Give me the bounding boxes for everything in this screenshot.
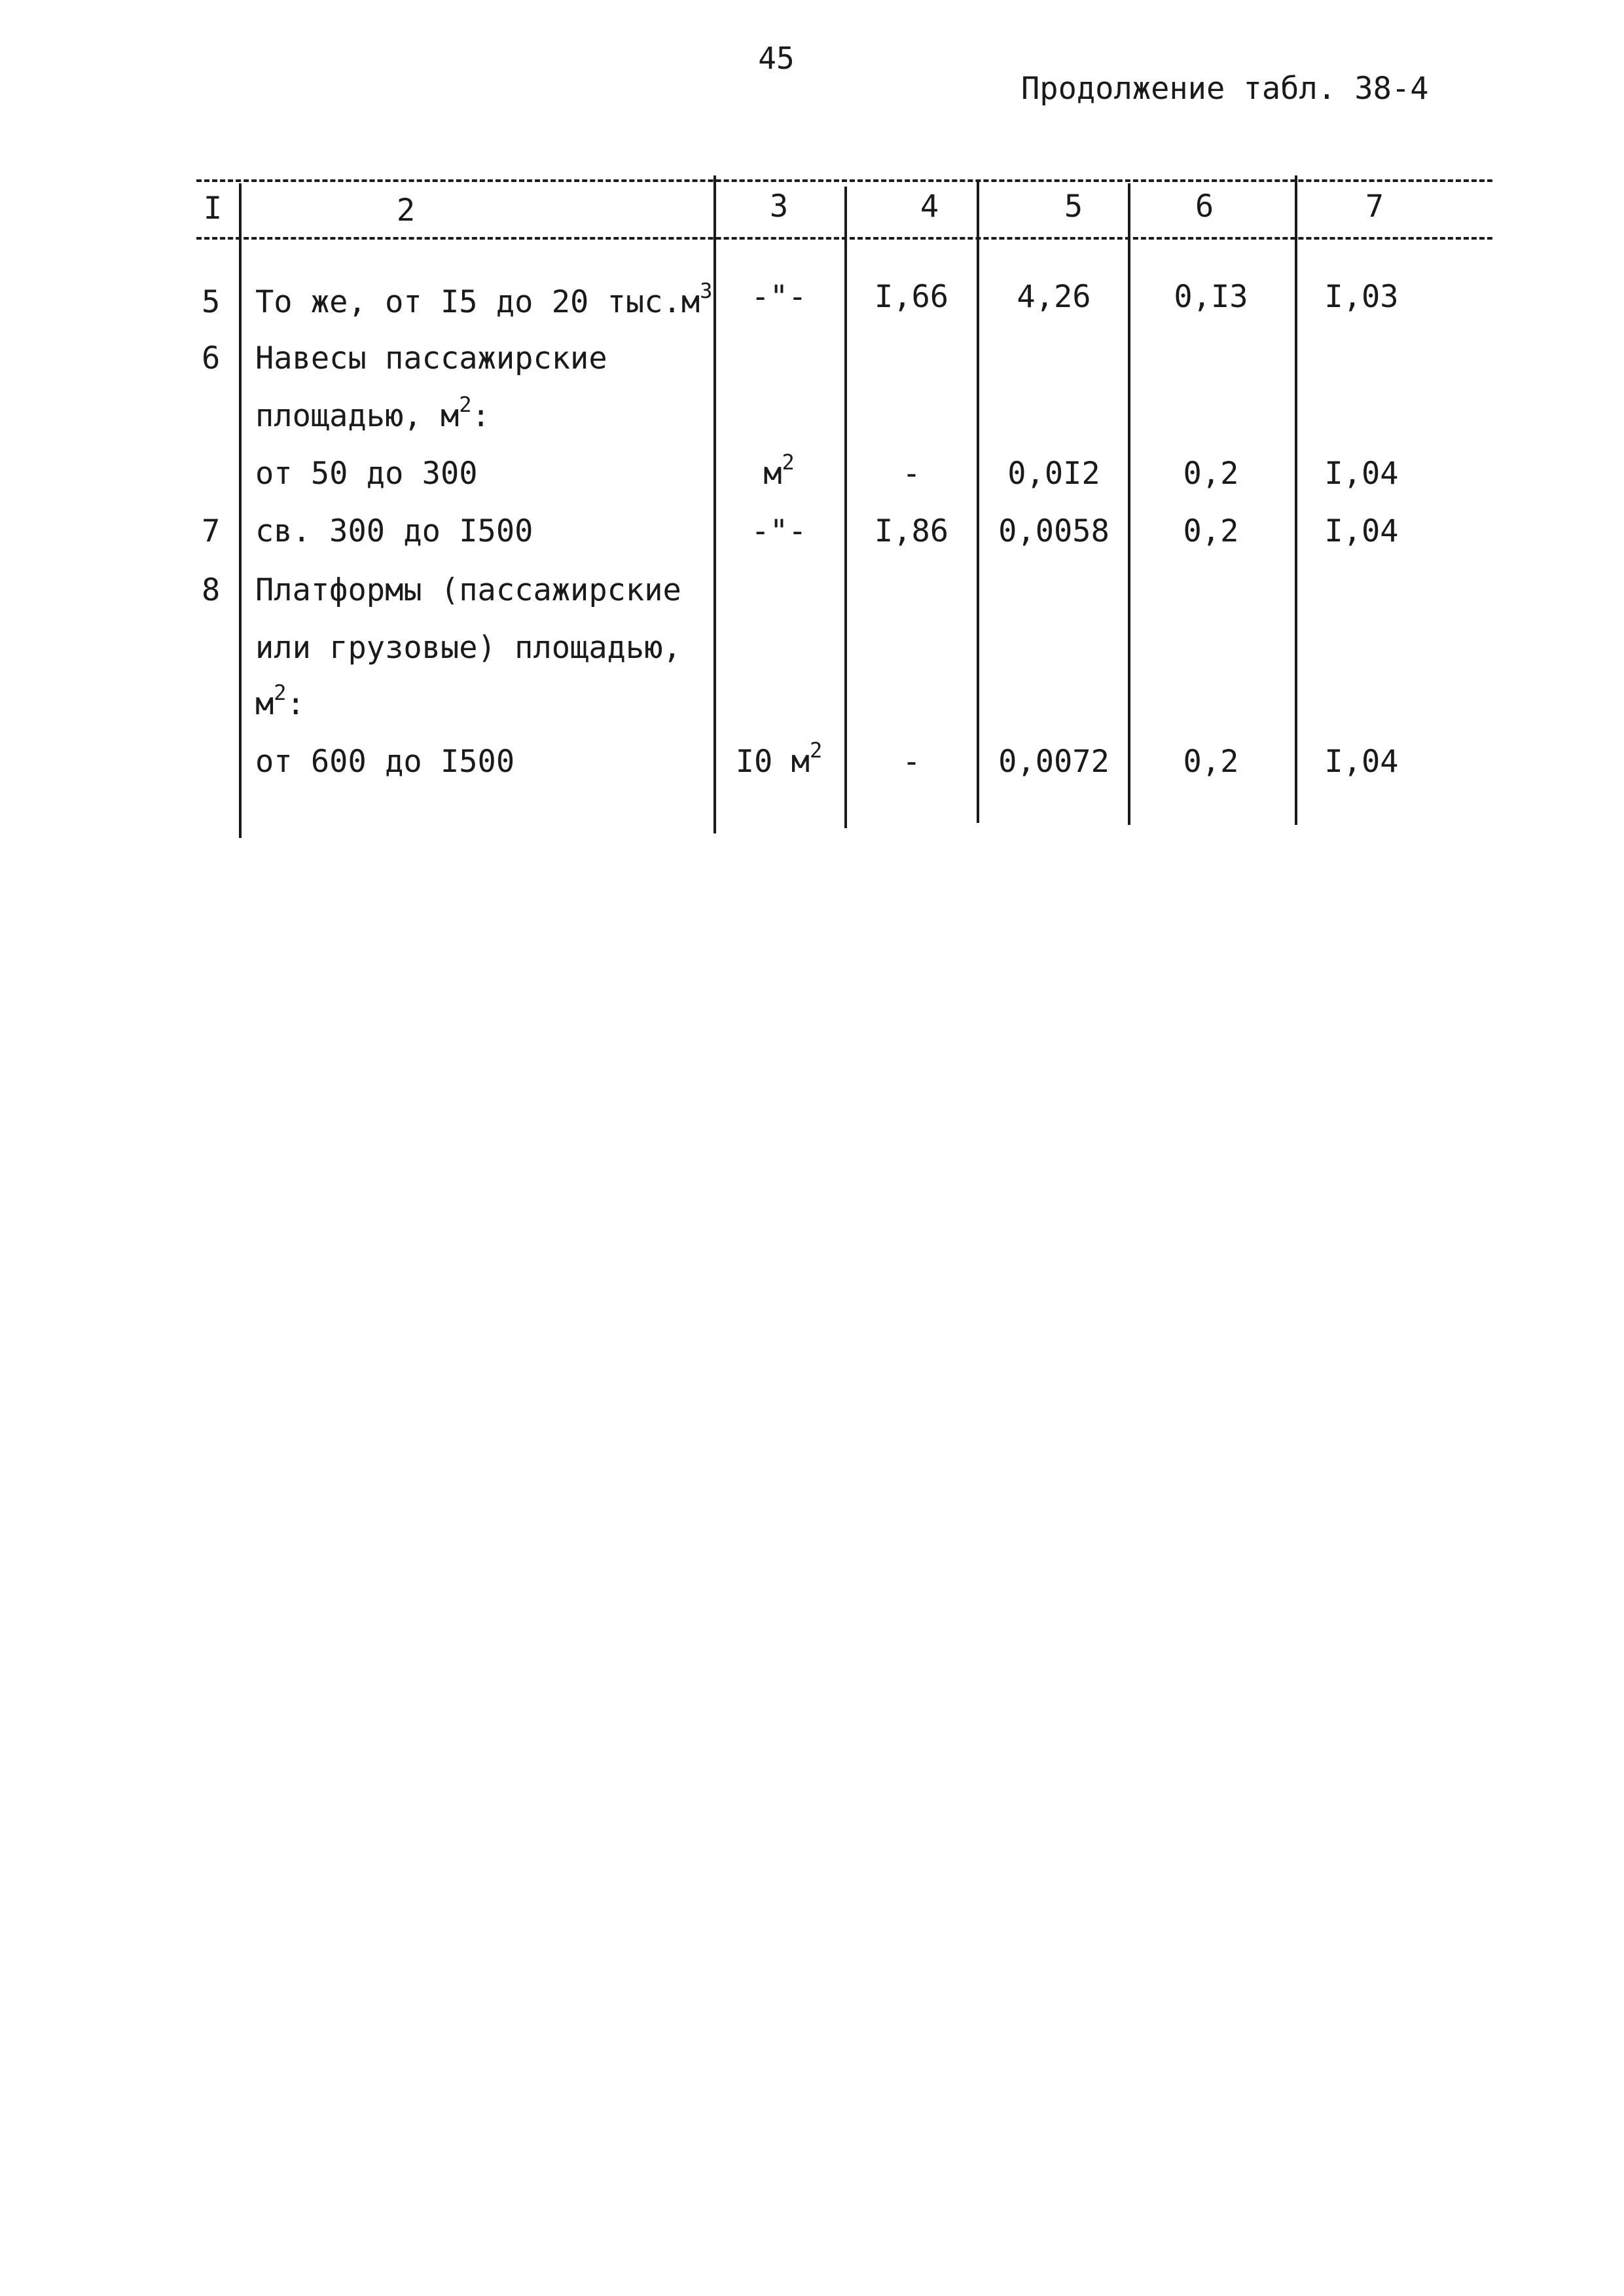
header-col-1: I	[203, 191, 223, 227]
header-col-2: 2	[396, 192, 416, 228]
item-description: от 50 до 300	[255, 456, 478, 492]
item-description: Платформы (пассажирские	[255, 572, 681, 608]
unit-cell: -"-	[751, 513, 807, 549]
item-description: Навесы пассажирские	[255, 340, 607, 376]
value-col-5: 0,0072	[998, 744, 1110, 780]
row-number: 7	[202, 513, 221, 549]
table-continuation-title: Продолжение табл. 38-4	[1021, 71, 1429, 107]
header-col-3: 3	[769, 189, 789, 225]
unit-cell: I0 $м^2$	[735, 738, 823, 780]
column-divider-2	[713, 175, 716, 833]
value-col-5: 4,26	[1017, 279, 1091, 315]
header-col-5: 5	[1064, 189, 1083, 225]
header-col-7: 7	[1365, 189, 1384, 225]
column-divider-1	[239, 183, 242, 838]
value-col-4: I,66	[874, 279, 949, 315]
column-divider-4	[977, 180, 979, 823]
header-col-6: 6	[1195, 189, 1214, 225]
row-number: 8	[202, 572, 221, 608]
value-col-6: 0,2	[1183, 456, 1239, 492]
column-divider-6	[1295, 175, 1297, 825]
value-col-4: -	[902, 456, 921, 492]
value-col-7: I,04	[1324, 513, 1399, 549]
item-description: То же, от I5 до 20 $тыс.м^3$	[255, 278, 713, 320]
column-divider-3	[844, 187, 847, 828]
unit-cell: $м^2$	[763, 450, 795, 492]
unit-cell: -"-	[751, 279, 807, 315]
value-col-6: 0,2	[1183, 513, 1239, 549]
page-number: 45	[758, 41, 795, 76]
item-description: или грузовые) площадью,	[255, 630, 681, 666]
value-col-7: I,04	[1324, 456, 1399, 492]
value-col-6: 0,2	[1183, 744, 1239, 780]
table-top-rule	[196, 179, 1492, 182]
row-number: 5	[202, 284, 221, 320]
item-description: от 600 до I500	[255, 744, 515, 780]
header-col-4: 4	[920, 189, 939, 225]
row-number: 6	[202, 340, 221, 376]
item-description: площадью, $м^2$:	[255, 392, 490, 434]
value-col-6: 0,I3	[1174, 279, 1248, 315]
value-col-4: -	[902, 744, 921, 780]
value-col-7: I,03	[1324, 279, 1399, 315]
item-description: $м^2$:	[255, 680, 305, 722]
value-col-5: 0,0I2	[1007, 456, 1100, 492]
value-col-4: I,86	[874, 513, 949, 549]
column-divider-5	[1128, 183, 1130, 825]
value-col-7: I,04	[1324, 744, 1399, 780]
value-col-5: 0,0058	[998, 513, 1110, 549]
item-description: св. 300 до I500	[255, 513, 533, 549]
